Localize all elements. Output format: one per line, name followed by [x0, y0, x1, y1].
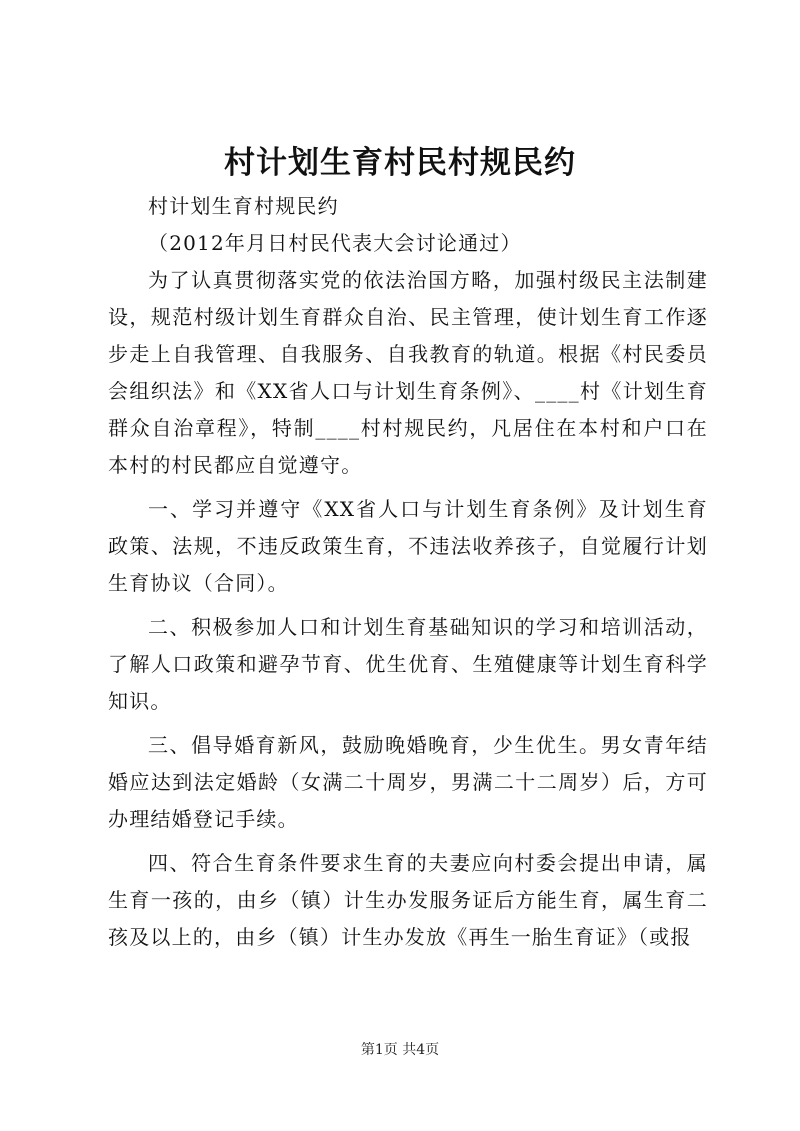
- document-title: 村计划生育村民村规民约: [224, 145, 576, 181]
- paragraph-intro: 为了认真贯彻落实党的依法治国方略，加强村级民主法制建设，规范村级计划生育群众自治、民主管理，使计划生育工作逐步走上自我管理、自我服务、自我教育的轨道。根据《村民委员会组织法》和《XX省人口与计划生育条例》、____村《计划生育群众自治章程》，特制____村村规民约，凡居住在本村和户口在本村的村民都应自觉遵守。: [108, 268, 708, 477]
- page-footer: 第1页 共4页: [360, 1042, 440, 1058]
- date-line: （2012年月日村民代表大会讨论通过）: [148, 231, 522, 255]
- paragraph-article-2: 二、积极参加人口和计划生育基础知识的学习和培训活动，了解人口政策和避孕节育、优生优育、生殖健康等计划生育科学知识。: [108, 615, 708, 713]
- paragraph-article-4: 四、符合生育条件要求生育的夫妻应向村委会提出申请，属生育一孩的，由乡（镇）计生办发服务证后方能生育，属生育二孩及以上的，由乡（镇）计生办发放《再生一胎生育证》（或报: [108, 851, 708, 949]
- subtitle: 村计划生育村规民约: [148, 194, 339, 218]
- paragraph-article-1: 一、学习并遵守《XX省人口与计划生育条例》及计划生育政策、法规，不违反政策生育，不违法收养孩子，自觉履行计划生育协议（合同）。: [108, 497, 708, 595]
- document-body: [108, 188, 708, 956]
- paragraph-article-3: 三、倡导婚育新风，鼓励晚婚晚育，少生优生。男女青年结婚应达到法定婚龄（女满二十周岁，男满二十二周岁）后，方可办理结婚登记手续。: [108, 733, 708, 831]
